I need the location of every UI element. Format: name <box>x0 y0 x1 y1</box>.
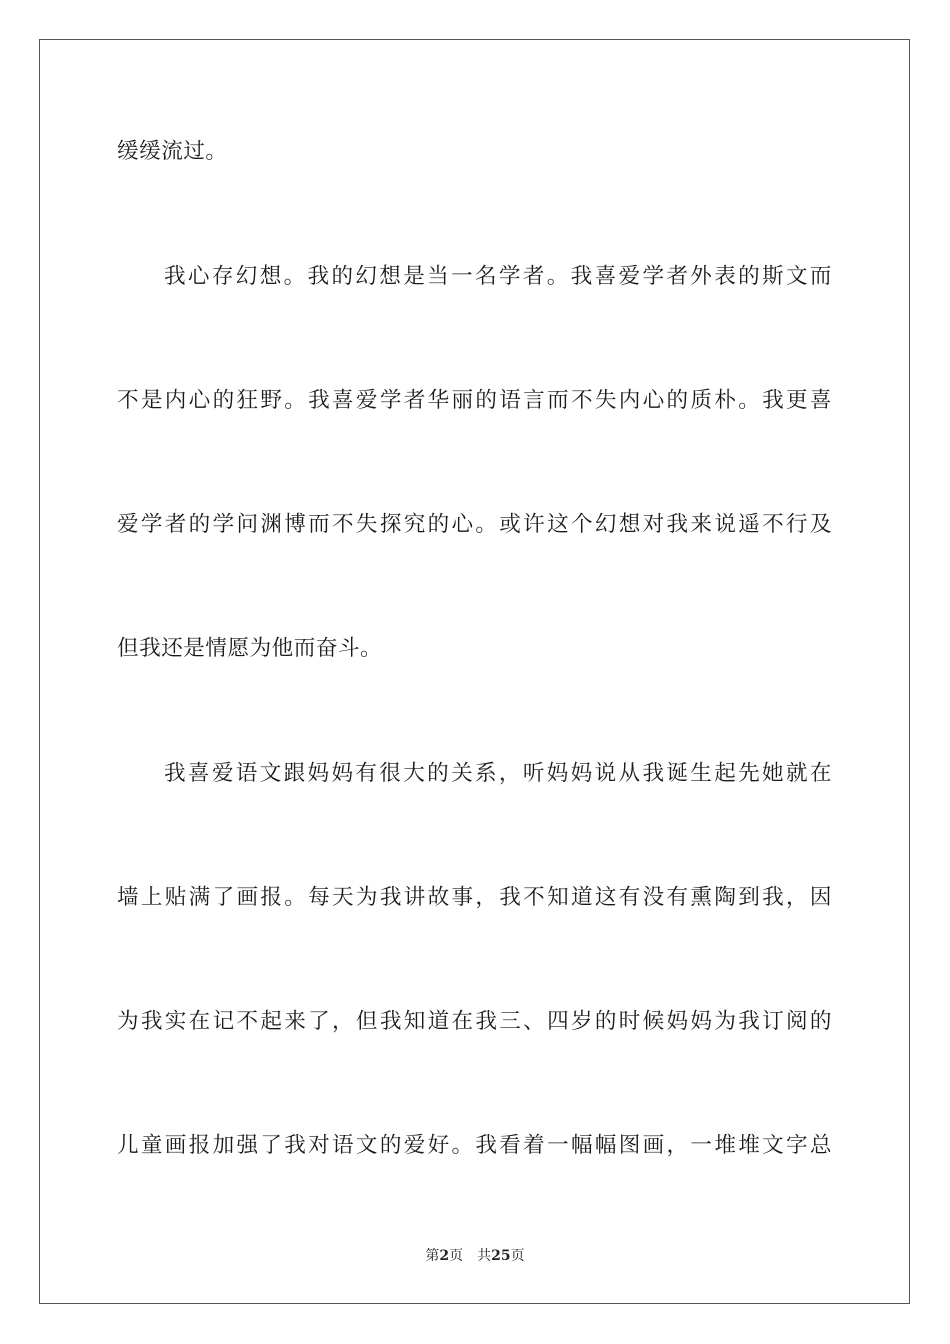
text-line-6: 我喜爱语文跟妈妈有很大的关系，听妈妈说从我诞生起先她就在 <box>164 761 832 786</box>
page-prefix: 第 <box>425 1248 440 1264</box>
total-pages: 25 <box>491 1248 511 1264</box>
text-line-7: 墙上贴满了画报。每天为我讲故事，我不知道这有没有熏陶到我，因 <box>117 885 832 910</box>
page-border <box>39 39 910 1304</box>
text-line-8: 为我实在记不起来了，但我知道在我三、四岁的时候妈妈为我订阅的 <box>117 1009 832 1034</box>
total-suffix: 页 <box>510 1248 525 1264</box>
page-suffix: 页 <box>449 1248 464 1264</box>
page-number: 2 <box>439 1248 450 1264</box>
text-line-9: 儿童画报加强了我对语文的爱好。我看着一幅幅图画，一堆堆文字总 <box>117 1133 832 1158</box>
text-line-3: 不是内心的狂野。我喜爱学者华丽的语言而不失内心的质朴。我更喜 <box>117 388 832 413</box>
text-line-5: 但我还是情愿为他而奋斗。 <box>117 636 383 661</box>
page-footer <box>0 1246 950 1266</box>
text-line-1: 缓缓流过。 <box>117 139 228 164</box>
text-line-4: 爱学者的学问渊博而不失探究的心。或许这个幻想对我来说遥不行及 <box>117 512 832 537</box>
text-line-2: 我心存幻想。我的幻想是当一名学者。我喜爱学者外表的斯文而 <box>164 264 832 289</box>
total-prefix: 共 <box>477 1248 492 1264</box>
